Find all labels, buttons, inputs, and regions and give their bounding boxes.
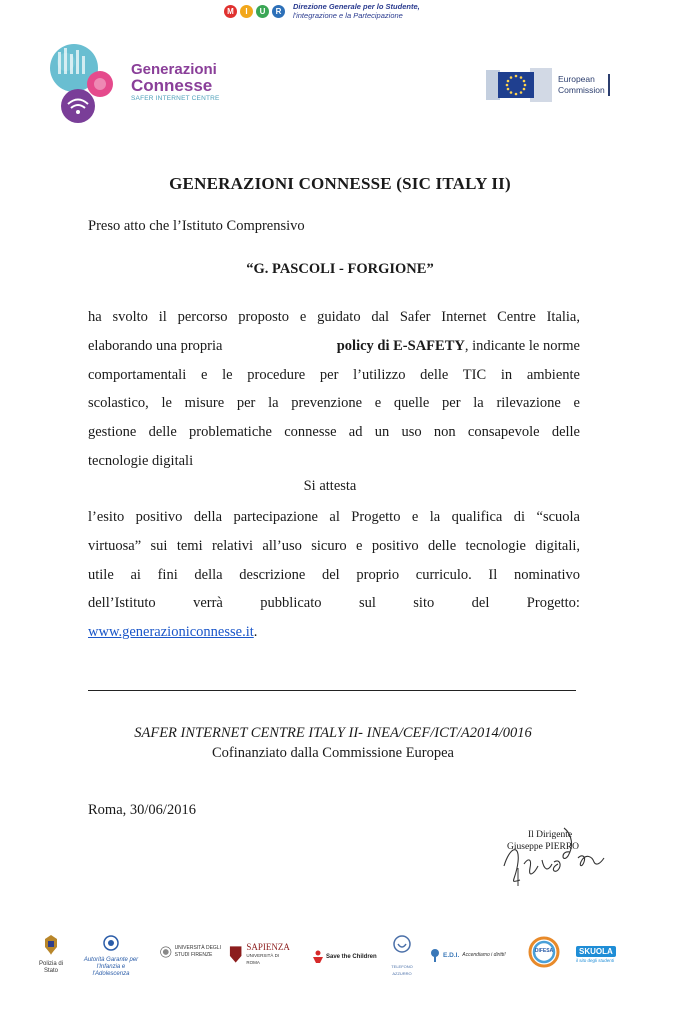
miur-letter: U xyxy=(256,5,269,18)
body1-line: ha svolto il percorso proposto e guidato dal Safer Internet Centre Italia, xyxy=(88,309,580,325)
body1-line: comportamentali e le procedure per l’utilizzo delle TIC in ambiente xyxy=(88,366,580,383)
link-period: . xyxy=(253,624,258,641)
body2-line xyxy=(88,589,580,618)
miur-letter: I xyxy=(240,5,253,18)
miur-line2: l'integrazione e la Partecipazione xyxy=(293,11,403,20)
gc-logo-line2: Connesse xyxy=(131,76,213,95)
edi-text: E.D.I. xyxy=(443,951,460,959)
save-children-icon xyxy=(312,950,324,964)
signature-role: Il Dirigente xyxy=(528,830,573,840)
telefono-azzurro-logo xyxy=(388,934,416,977)
skuola-logo xyxy=(576,946,620,964)
gc-logo-text xyxy=(131,62,220,103)
difesa-logo xyxy=(528,936,560,968)
ec-line1: European xyxy=(558,74,595,84)
body1-line xyxy=(88,332,580,361)
body2-word: del xyxy=(471,595,490,612)
autorita-text: Autorità Garante per l'Infanzia e l'Adolescenza xyxy=(83,957,139,977)
emblem-icon xyxy=(101,934,121,952)
polizia-text: Polizia di Stato xyxy=(38,961,63,974)
ec-flag-icon xyxy=(486,68,552,102)
miur-letter: M xyxy=(224,5,237,18)
polizia-logo xyxy=(34,934,68,975)
body2-line: l’esito positivo della partecipazione al Progetto e la qualifica di “scuola xyxy=(88,509,580,525)
partner-logos xyxy=(30,934,630,977)
unifi-seal-icon xyxy=(160,942,172,962)
european-commission-logo xyxy=(486,68,610,102)
unifi-logo xyxy=(160,942,224,962)
save-children-text: Save the Children xyxy=(326,954,377,960)
telefono-text: TELEFONO AZZURRO xyxy=(391,964,413,976)
project-code: SAFER INTERNET CENTRE ITALY II- INEA/CEF/ICT/A2014/0016 xyxy=(134,725,532,741)
miur-logo xyxy=(224,5,285,18)
body1-line: scolastico, le misure per la prevenzione e quelle per la rilevazione e xyxy=(88,395,580,412)
miur-banner xyxy=(224,0,420,22)
divider-line xyxy=(88,690,576,691)
sapienza-crest-icon xyxy=(228,944,243,964)
skuola-sub: il sito degli studenti xyxy=(576,958,615,963)
gc-logo-line3: SAFER INTERNET CENTRE xyxy=(131,95,220,102)
body1-line: tecnologie digitali xyxy=(88,452,194,469)
edi-icon xyxy=(430,948,440,962)
miur-line1: Direzione Generale per lo Studente, xyxy=(293,2,420,11)
body2-line xyxy=(88,618,580,647)
body2-word: pubblicato xyxy=(260,595,322,612)
body2-word: dell’Istituto xyxy=(88,595,156,612)
body1-line: gestione delle problematiche connesse ad un uso non consapevole delle xyxy=(88,424,580,441)
miur-letter: R xyxy=(272,5,285,18)
body2-line: virtuosa” sui temi relativi all’uso sicuro e positivo delle tecnologie digitali, xyxy=(88,537,580,554)
cofinancing-note: Cofinanziato dalla Commissione Europea xyxy=(211,745,454,761)
sapienza-sub: UNIVERSITÀ DI ROMA xyxy=(246,953,280,965)
autorita-garante-logo xyxy=(80,934,142,978)
document-title: GENERAZIONI CONNESSE (SIC ITALY II) xyxy=(169,174,511,193)
unifi-text: UNIVERSITÀ DEGLI STUDI FIRENZE xyxy=(174,945,221,958)
body2-word: sito xyxy=(413,595,435,612)
place-date: Roma, 30/06/2016 xyxy=(88,802,196,818)
policy-e-safety: policy di E-SAFETY xyxy=(336,337,465,354)
telefono-azzurro-icon xyxy=(392,934,412,958)
signature-name: Giuseppe PIERRO xyxy=(507,842,580,852)
school-name: “G. PASCOLI - FORGIONE” xyxy=(246,261,434,277)
body1-text: , indicante le norme xyxy=(464,337,580,354)
edi-logo xyxy=(430,948,506,962)
body-paragraph-1 xyxy=(88,303,580,476)
sapienza-text: SAPIENZA xyxy=(246,942,290,952)
body2-word: verrà xyxy=(193,595,223,612)
skuola-text: SKUOLA xyxy=(576,946,616,957)
difesa-text: DIFESA xyxy=(534,948,554,954)
sapienza-logo xyxy=(228,942,292,966)
ec-line2: Commission xyxy=(558,85,605,95)
body2-word: Progetto: xyxy=(526,595,580,612)
body2-word: sul xyxy=(358,595,376,612)
generazioni-connesse-link[interactable]: www.generazioniconnesse.it xyxy=(88,624,254,641)
edi-sub: Accendiamo i diritti! xyxy=(462,951,506,958)
si-attesta: Si attesta xyxy=(303,478,357,494)
save-the-children-logo xyxy=(312,950,377,964)
body2-line: utile ai fini della descrizione del proprio curriculo. Il nominativo xyxy=(88,566,580,583)
body-paragraph-2 xyxy=(88,503,580,647)
gc-logo-line1: Generazioni xyxy=(131,61,217,78)
body1-text: elaborando una propria xyxy=(88,337,223,354)
intro-text: Preso atto che l’Istituto Comprensivo xyxy=(88,218,305,234)
police-crest-icon xyxy=(43,934,59,956)
